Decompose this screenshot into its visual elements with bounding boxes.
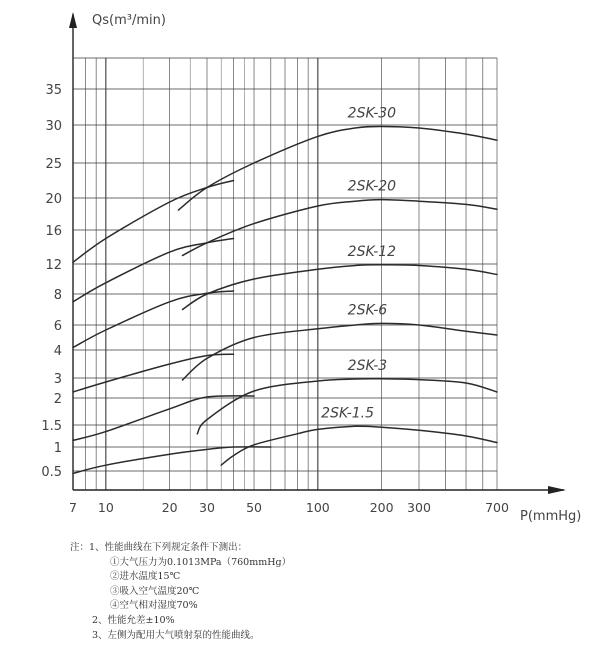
note-1-sub-1: ①大气压力为0.1013MPa（760mmHg） bbox=[110, 556, 292, 568]
curve-2sk-1_5 bbox=[221, 426, 497, 465]
series-label: 2SK-6 bbox=[347, 302, 388, 319]
series-label: 2SK-3 bbox=[347, 357, 388, 374]
note-1-sub-3: ③吸入空气温度20℃ bbox=[110, 585, 200, 597]
y-tick-label: 35 bbox=[45, 83, 62, 98]
note-3-number: 3、 bbox=[92, 629, 108, 641]
ejector-curve-2sk-6-ejector bbox=[73, 354, 234, 392]
ejector-curve-2sk-30-ejector bbox=[73, 181, 234, 263]
series-label: 2SK-12 bbox=[347, 243, 397, 260]
y-tick-label: 30 bbox=[45, 119, 62, 134]
note-2 bbox=[70, 614, 590, 629]
y-tick-label: 16 bbox=[45, 224, 62, 239]
note-3-text: 左侧为配用大气喷射泵的性能曲线。 bbox=[107, 629, 260, 641]
note-1-number: 1、 bbox=[89, 542, 105, 553]
x-tick-label: 20 bbox=[161, 500, 178, 515]
y-tick-label: 8 bbox=[53, 288, 62, 303]
note-1-sub-2: ②进水温度15℃ bbox=[110, 571, 181, 583]
x-tick-label: 700 bbox=[485, 500, 509, 515]
curve-2sk-20 bbox=[183, 200, 498, 256]
curve-2sk-6 bbox=[183, 323, 498, 380]
ejector-curve-2sk-3-ejector bbox=[73, 396, 254, 441]
y-tick-label: 3 bbox=[53, 372, 62, 387]
y-tick-label: 1 bbox=[53, 441, 62, 456]
y-tick-label: 0.5 bbox=[41, 465, 62, 480]
note-2-number: 2、 bbox=[92, 614, 108, 626]
note-1 bbox=[70, 541, 590, 556]
x-tick-label: 50 bbox=[246, 500, 262, 515]
x-axis-arrow bbox=[548, 486, 566, 494]
series-labels bbox=[321, 106, 396, 422]
y-tick-label: 25 bbox=[45, 157, 62, 172]
x-tick-label: 10 bbox=[97, 500, 114, 515]
notes-prefix: 注： bbox=[70, 542, 90, 553]
y-tick-labels bbox=[41, 83, 62, 480]
x-tick-labels bbox=[69, 500, 509, 515]
notes bbox=[70, 541, 590, 643]
note-2-text: 性能允差±10% bbox=[107, 614, 175, 626]
y-tick-label: 20 bbox=[45, 192, 62, 207]
series-label: 2SK-1.5 bbox=[321, 405, 375, 422]
x-tick-label: 100 bbox=[305, 500, 330, 515]
x-tick-label: 300 bbox=[407, 500, 431, 515]
y-tick-label: 2 bbox=[53, 392, 62, 407]
x-tick-label: 30 bbox=[199, 500, 215, 515]
series-label: 2SK-20 bbox=[347, 178, 397, 195]
y-axis-label: Qs(m³/min) bbox=[92, 13, 166, 28]
x-tick-label: 200 bbox=[369, 500, 394, 515]
curve-2sk-12 bbox=[183, 265, 498, 310]
series-label: 2SK-30 bbox=[347, 105, 397, 122]
note-1-sub-4: ④空气相对湿度70% bbox=[110, 600, 198, 612]
y-tick-label: 4 bbox=[53, 344, 62, 359]
y-tick-label: 6 bbox=[53, 319, 62, 334]
y-tick-label: 12 bbox=[45, 258, 62, 273]
x-tick-label: 7 bbox=[69, 500, 77, 515]
x-axis-label: P(mmHg) bbox=[520, 509, 582, 524]
ejector-curve-2sk-12-ejector bbox=[73, 291, 234, 348]
y-tick-label: 1.5 bbox=[41, 419, 62, 434]
y-axis-arrow bbox=[69, 12, 77, 28]
note-1-text: 性能曲线在下列规定条件下测出： bbox=[104, 542, 248, 553]
curve-2sk-30 bbox=[178, 126, 497, 210]
note-3 bbox=[70, 629, 590, 644]
